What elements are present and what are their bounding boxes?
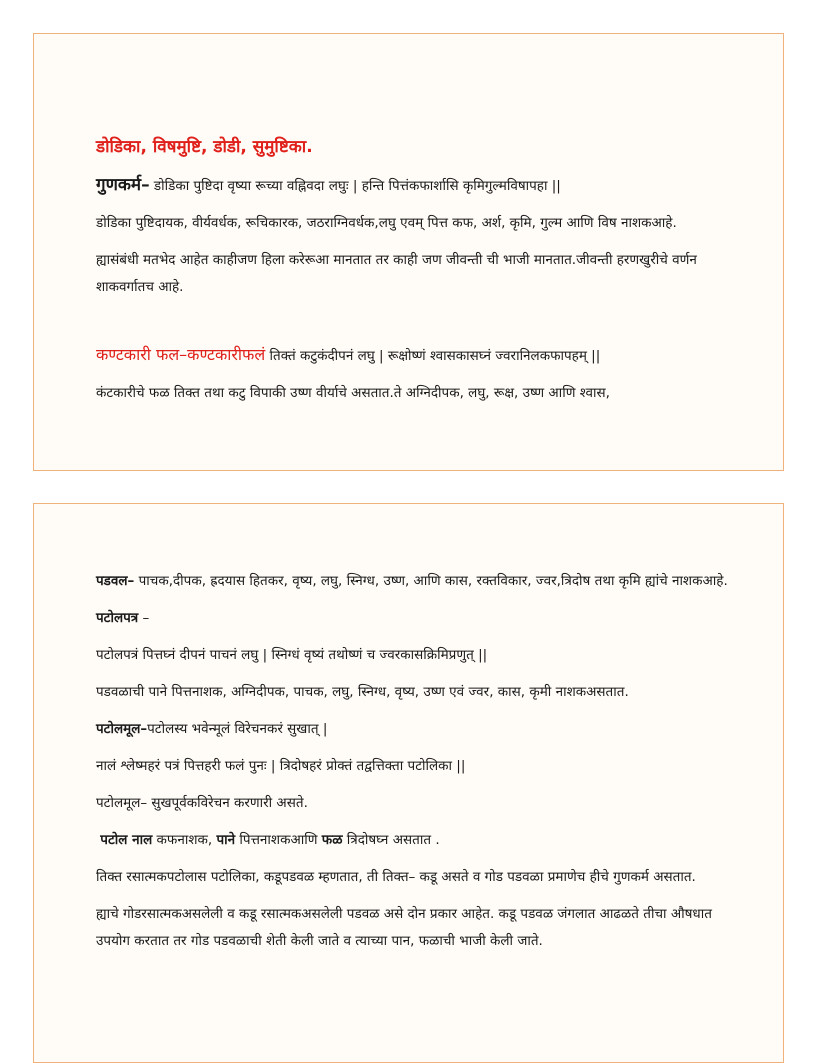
document-page-2 bbox=[33, 503, 784, 1063]
kantakari-label: कण्टकारी फल–कण्टकारीफलं bbox=[96, 345, 266, 364]
kantakari-description: कंटकारीचे फळ तिक्त तथा कटु विपाकी उष्ण वीर्याचे असतात.ते अग्निदीपक, लघु, रूक्ष, उष्ण आणि श्वास, bbox=[96, 385, 610, 401]
patolpatra-label: पटोलपत्र bbox=[96, 610, 139, 626]
pane-text: पित्तनाशकआणि bbox=[235, 832, 322, 848]
dodika-note: ह्यासंबंधी मतभेद आहेत काहीजण हिला करेरूआ मानतात तर काही जण जीवन्ती ची भाजी मानतात.जीवन्ती हरणखुरीचे वर्णन शाकवर्गातच आहे. bbox=[96, 252, 697, 295]
pane-label: पाने bbox=[216, 832, 236, 848]
gunakarma-label: गुणकर्म– bbox=[96, 175, 150, 195]
padval-label: पडवल– bbox=[96, 573, 135, 589]
document-page-1 bbox=[33, 33, 784, 471]
dodika-description: डोडिका पुष्टिदायक, वीर्यवर्धक, रूचिकारक, जठराग्निवर्धक,लघु एवम् पित्त कफ, अर्श, कृमि, गुल्म आणि विष नाशकआहे. bbox=[96, 215, 677, 231]
page-1-content bbox=[96, 134, 735, 417]
padval-paragraph bbox=[96, 568, 735, 595]
section-heading-dodika: डोडिका, विषमुष्टि, डोडी, सुमुष्टिका. bbox=[96, 137, 313, 157]
page-2-content bbox=[96, 568, 735, 965]
gunakarma-paragraph bbox=[96, 172, 735, 200]
patolika-description: तिक्त रसात्मकपटोलास पटोलिका, कडूपडवळ म्हणतात, ती तिक्त– कडू असते व गोड पडवळा प्रमाणेच हीचे गुणकर्म असतात. bbox=[96, 869, 696, 885]
padval-text: पाचक,दीपक, ह्रदयास हितकर, वृष्य, लघु, स्निग्ध, उष्ण, आणि कास, रक्तविकार, ज्वर,त्रिदोष तथा कृमि ह्यांचे नाशकआहे. bbox=[134, 573, 728, 589]
phal-text: त्रिदोषघ्न असतात . bbox=[342, 832, 440, 848]
patol-shloka: नालं श्लेष्महरं पत्रं पित्तहरी फलं पुनः | त्रिदोषहरं प्रोक्तं तद्वत्तिक्ता पटोलिका || bbox=[96, 758, 466, 774]
patolpatra-heading bbox=[96, 605, 735, 632]
patolmool-label: पटोलमूल– bbox=[96, 721, 148, 737]
gunakarma-text: डोडिका पुष्टिदा वृष्या रूच्या वह्निवदा लघुः | हन्ति पित्तंकफार्शासि कृमिगुल्मविषापहा || bbox=[149, 178, 561, 194]
patolmool-paragraph bbox=[96, 716, 735, 743]
kantakari-shloka: तिक्तं कटुकंदीपनं लघु | रूक्षोष्णं श्वासकासघ्नं ज्वरानिलकफापहम् || bbox=[265, 348, 601, 364]
nal-text: कफनाशक, bbox=[152, 832, 217, 848]
patolpatra-shloka: पटोलपत्रं पित्तघ्नं दीपनं पाचनं लघु | स्निग्धं वृष्यं तथोष्णं च ज्वरकासक्रिमिप्रणुत् || bbox=[96, 647, 488, 663]
patol-parts-paragraph bbox=[96, 827, 735, 854]
nal-label: पटोल नाल bbox=[100, 832, 153, 848]
patolpatra-description: पडवळाची पाने पित्तनाशक, अग्निदीपक, पाचक, लघु, स्निग्ध, वृष्य, उष्ण एवं ज्वर, कास, कृमी नाशकअसतात. bbox=[96, 684, 629, 700]
kantakari-paragraph bbox=[96, 341, 735, 370]
phal-label: फळ bbox=[321, 832, 343, 848]
patolmool-description: पटोलमूल– सुखपूर्वकविरेचन करणारी असते. bbox=[96, 795, 308, 811]
patolmool-text: पटोलस्य भवेन्मूलं विरेचनकरं सुखात् | bbox=[147, 721, 328, 737]
patolpatra-dash: – bbox=[138, 610, 150, 626]
padval-types-description: ह्याचे गोडरसात्मकअसलेली व कडू रसात्मकअसलेली पडवळ असे दोन प्रकार आहेत. कडू पडवळ जंगलात आढळते तीचा औषधात उपयोग करतात तर गोड पडवळाची शेती केली जाते व त्याच्या पान, फळाची भाजी केली जाते. bbox=[96, 906, 712, 949]
